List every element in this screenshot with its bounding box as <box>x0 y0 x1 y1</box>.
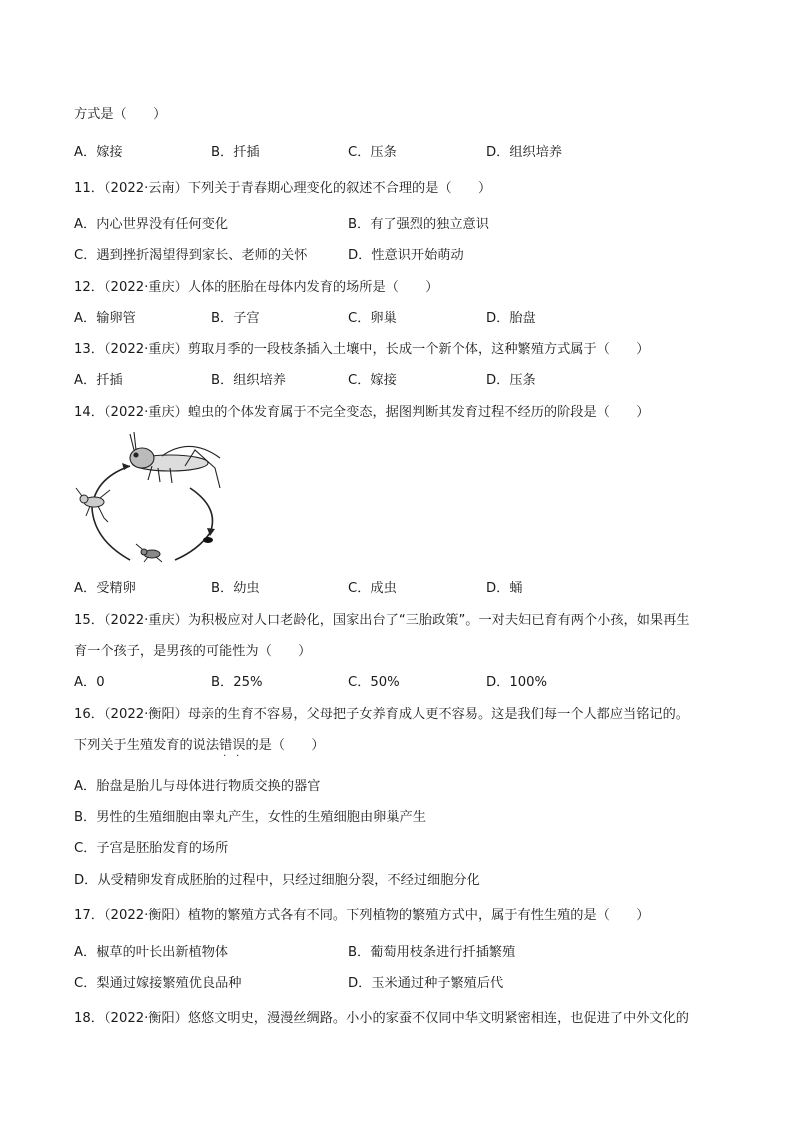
q10-stem-tail: 方式是（ ） <box>74 107 167 122</box>
q11-stem: 11．（2022·云南）下列关于青春期心理变化的叙述不合理的是（ ） <box>74 181 492 196</box>
q17-option-a[interactable]: A．椒草的叶长出新植物体 <box>74 945 229 960</box>
q14-option-a[interactable]: A．受精卵 <box>74 581 136 596</box>
q10-option-c[interactable]: C．压条 <box>348 145 397 160</box>
q17-option-b[interactable]: B．葡萄用枝条进行扦插繁殖 <box>348 945 516 960</box>
q11-option-c[interactable]: C．遇到挫折渴望得到家长、老师的关怀 <box>74 248 308 263</box>
cycle-arrow-path-right <box>175 488 213 560</box>
q16-emphasis-text: 错误 <box>219 738 246 753</box>
q16-emphasis-word <box>219 738 246 762</box>
q16-stem-line2-post: 的是（ ） <box>245 738 325 753</box>
q12-option-b[interactable]: B．子宫 <box>211 311 260 326</box>
q16-stem-line2 <box>74 737 325 762</box>
q16-option-a[interactable]: A．胎盘是胎儿与母体进行物质交换的器官 <box>74 779 321 794</box>
q17-option-d[interactable]: D．玉米通过种子繁殖后代 <box>348 976 504 991</box>
q14-option-b[interactable]: B．幼虫 <box>211 581 260 596</box>
q15-option-b[interactable]: B．25% <box>211 675 263 690</box>
q12-option-a[interactable]: A．输卵管 <box>74 311 136 326</box>
q18-stem: 18．（2022·衡阳）悠悠文明史，漫漫丝绸路。小小的家蚕不仅同中华文明紧密相连，也促进了中外文化的 <box>74 1011 689 1026</box>
q14-stem: 14．（2022·重庆）蝗虫的个体发育属于不完全变态，据图判断其发育过程不经历的阶段是（ ） <box>74 405 650 420</box>
q13-stem: 13．（2022·重庆）剪取月季的一段枝条插入土壤中，长成一个新个体，这种繁殖方式属于（ ） <box>74 342 650 357</box>
q13-option-a[interactable]: A．扦插 <box>74 373 123 388</box>
q15-option-a[interactable]: A．0 <box>74 675 105 690</box>
q10-option-d[interactable]: D．组织培养 <box>486 145 563 160</box>
q12-option-d[interactable]: D．胎盘 <box>486 311 536 326</box>
q13-option-d[interactable]: D．压条 <box>486 373 536 388</box>
q16-option-b[interactable]: B．男性的生殖细胞由睾丸产生，女性的生殖细胞由卵巢产生 <box>74 810 426 825</box>
emphasis-dot-icon: · <box>236 751 240 762</box>
q16-option-d[interactable]: D．从受精卵发育成胚胎的过程中，只经过细胞分裂，不经过细胞分化 <box>74 873 480 888</box>
cycle-arrow-path <box>92 466 130 560</box>
q16-stem-line2-pre: 下列关于生殖发育的说法 <box>74 738 220 753</box>
q14-option-d[interactable]: D．蛹 <box>486 581 523 596</box>
q16-option-c[interactable]: C．子宫是胚胎发育的场所 <box>74 841 229 856</box>
q15-stem-line1: 15．（2022·重庆）为积极应对人口老龄化，国家出台了“三胎政策”。一对夫妇已育有两个小孩，如果再生 <box>74 613 690 628</box>
q16-stem-line1: 16．（2022·衡阳）母亲的生育不容易，父母把子女养育成人更不容易。这是我们每一个人都应当铭记的。 <box>74 707 689 722</box>
locust-life-cycle-figure <box>70 428 230 568</box>
egg-icon <box>203 537 213 543</box>
q10-option-a[interactable]: A．嫁接 <box>74 145 123 160</box>
q11-option-d[interactable]: D．性意识开始萌动 <box>348 248 464 263</box>
small-nymph-icon <box>136 544 162 562</box>
q15-stem-line2: 育一个孩子，是男孩的可能性为（ ） <box>74 644 312 659</box>
q15-option-d[interactable]: D．100% <box>486 675 548 690</box>
q15-option-c[interactable]: C．50% <box>348 675 400 690</box>
q10-option-b[interactable]: B．扦插 <box>211 145 260 160</box>
q11-option-b[interactable]: B．有了强烈的独立意识 <box>348 217 489 232</box>
q13-option-b[interactable]: B．组织培养 <box>211 373 286 388</box>
q12-stem: 12．（2022·重庆）人体的胚胎在母体内发育的场所是（ ） <box>74 280 439 295</box>
q13-option-c[interactable]: C．嫁接 <box>348 373 397 388</box>
emphasis-dot-icon: · <box>223 751 227 762</box>
q14-option-c[interactable]: C．成虫 <box>348 581 397 596</box>
q17-option-c[interactable]: C．梨通过嫁接繁殖优良品种 <box>74 976 242 991</box>
q11-option-a[interactable]: A．内心世界没有任何变化 <box>74 217 229 232</box>
q12-option-c[interactable]: C．卵巢 <box>348 311 397 326</box>
q17-stem: 17．（2022·衡阳）植物的繁殖方式各有不同。下列植物的繁殖方式中，属于有性生殖的是（ ） <box>74 908 650 923</box>
adult-grasshopper-icon <box>130 432 220 488</box>
